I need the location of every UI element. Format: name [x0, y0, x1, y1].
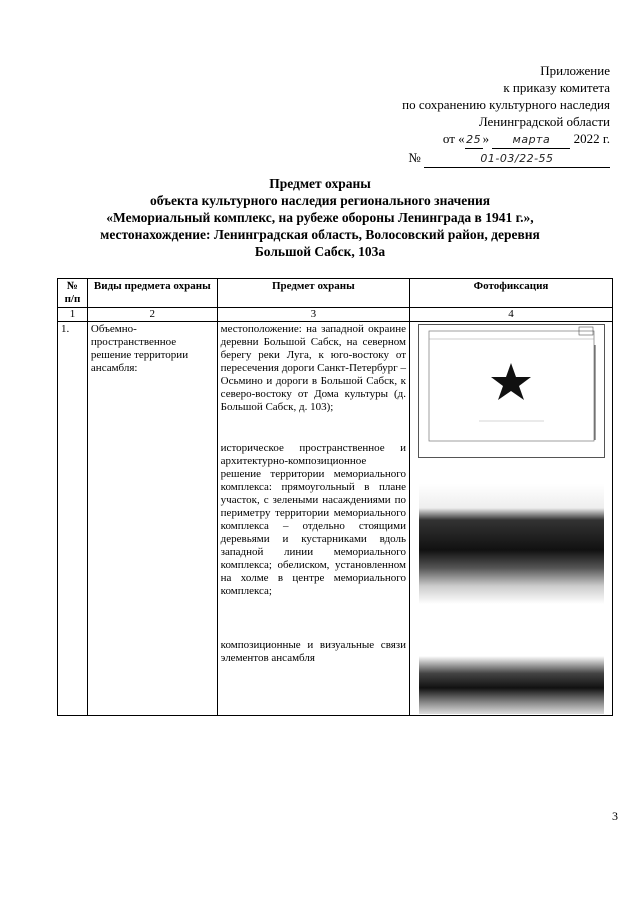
- row-subject: [217, 322, 409, 716]
- table-row: [58, 322, 613, 716]
- title-line: «Мемориальный комплекс, на рубеже обороны Ленинграда в 1941 г.»,: [106, 210, 534, 225]
- document-header: [310, 62, 610, 168]
- date-prefix: от «: [442, 131, 465, 146]
- header-cell: № п/п: [58, 279, 88, 308]
- header-line: к приказу комитета: [503, 80, 610, 95]
- row-kind: Объемно-пространственное решение территории ансамбля:: [87, 322, 217, 716]
- date-mid: »: [482, 131, 490, 146]
- document-title: [60, 175, 580, 260]
- header-line: Приложение: [540, 63, 610, 78]
- subject-links: композиционные и визуальные связи элементов ансамбля: [220, 639, 407, 664]
- header-line: Ленинградской области: [478, 114, 610, 129]
- row-number: 1.: [58, 322, 88, 716]
- date-year: 2022 г.: [573, 131, 610, 146]
- subject-composition: историческое пространственное и архитектурно-композиционное решение территории мемориального комплекса: прямоугольный в плане участок, с зелеными насаждениями по периметру территории мемориального комплекса – отдельно стоящими деревьями и кустарниками вдоль западной линии мемориального комплекса; обелиском, установленном на холме в центре мемориального комплекса;: [220, 442, 407, 597]
- date-month: марта: [492, 131, 570, 149]
- header-number: [310, 149, 610, 168]
- memorial-photo: [419, 484, 604, 604]
- header-cell: Фотофиксация: [410, 279, 613, 308]
- protection-table: [57, 278, 613, 716]
- date-day: 25: [465, 131, 483, 149]
- column-number: 4: [410, 308, 613, 322]
- number-value: 01-03/22-55: [424, 150, 610, 168]
- header-cell: Предмет охраны: [217, 279, 409, 308]
- memorial-photo: [419, 656, 604, 714]
- title-line: Большой Сабск, 103а: [254, 244, 386, 259]
- title-line: объекта культурного наследия регионального значения: [149, 193, 491, 208]
- row-photos: [410, 322, 613, 716]
- header-cell: Виды предмета охраны: [87, 279, 217, 308]
- title-line: Предмет охраны: [269, 176, 371, 191]
- column-number-row: [58, 308, 613, 322]
- page-number: 3: [612, 809, 618, 823]
- site-plan-image: [418, 324, 605, 458]
- column-number: 1: [58, 308, 88, 322]
- column-number: 3: [217, 308, 409, 322]
- title-line: местонахождение: Ленинградская область, Волосовский район, деревня: [100, 227, 540, 242]
- header-date: [310, 130, 610, 149]
- column-number: 2: [87, 308, 217, 322]
- table-header-row: [58, 279, 613, 308]
- number-prefix: №: [408, 150, 421, 165]
- subject-location: местоположение: на западной окраине деревни Большой Сабск, на северном берегу реки Луга, к юго-востоку от пересечения дороги Санкт-Петербург – Осьмино и дороги в Большой Сабск, к северо-востоку от Дома культуры (д. Большой Сабск, д. 103);: [220, 323, 407, 413]
- header-line: по сохранению культурного наследия: [402, 97, 610, 112]
